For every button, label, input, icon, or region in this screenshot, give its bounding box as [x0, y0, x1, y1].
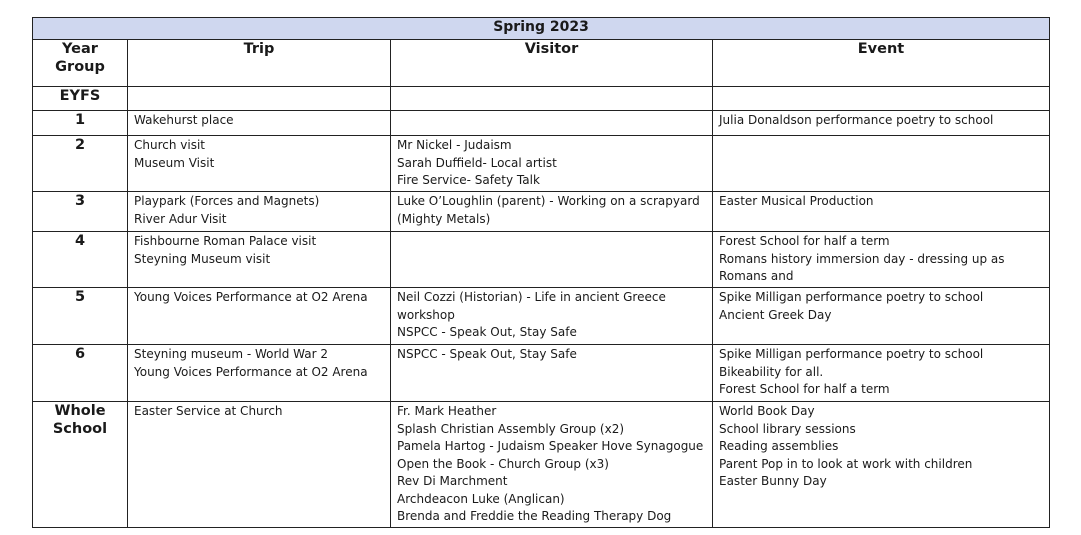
table-title: Spring 2023 — [33, 18, 1050, 40]
event-line: Easter Musical Production — [719, 194, 874, 208]
visitor-line: Sarah Duffield- Local artist — [397, 155, 557, 170]
column-header-trip: Trip — [128, 40, 391, 87]
table-row — [33, 87, 1050, 111]
table-row — [33, 192, 1050, 232]
year-group-cell: EYFS — [33, 87, 128, 111]
trip-cell — [128, 136, 391, 192]
visitor-cell — [391, 192, 713, 232]
visitor-cell — [391, 288, 713, 345]
year-group-cell: 5 — [33, 288, 128, 345]
trip-cell — [128, 111, 391, 136]
visitor-line: NSPCC - Speak Out, Stay Safe — [397, 347, 577, 361]
year-group-cell: 1 — [33, 111, 128, 136]
event-line: Reading assemblies — [719, 439, 839, 453]
trip-line: Young Voices Performance at O2 Arena — [134, 290, 368, 304]
column-header-visitor: Visitor — [391, 40, 713, 87]
event-line: Julia Donaldson performance poetry to school — [719, 113, 994, 127]
event-line: World Book Day — [719, 404, 815, 418]
visitor-line: Brenda and Freddie the Reading Therapy Dog — [397, 509, 672, 523]
trip-line: Fishbourne Roman Palace visit — [134, 234, 317, 248]
visitor-cell — [391, 345, 713, 402]
visitor-line: Luke O’Loughlin (parent) - Working on a scrapyard (Mighty Metals) — [397, 194, 700, 226]
visitor-line: Mr Nickel - Judaism — [397, 138, 512, 152]
trip-line: Playpark (Forces and Magnets) — [134, 194, 320, 208]
table-body — [33, 87, 1050, 528]
visitor-line: Pamela Hartog - Judaism Speaker Hove Synagogue — [397, 439, 704, 453]
event-line: School library sessions — [719, 421, 856, 436]
trip-line: Steyning museum - World War 2 — [134, 347, 329, 361]
event-cell — [713, 87, 1050, 111]
event-line: Forest School for half a term — [719, 382, 890, 396]
trip-cell — [128, 192, 391, 232]
trip-cell — [128, 345, 391, 402]
trip-line: Museum Visit — [134, 155, 215, 170]
event-cell — [713, 232, 1050, 288]
column-header-event: Event — [713, 40, 1050, 87]
year-group-cell: 2 — [33, 136, 128, 192]
event-cell — [713, 402, 1050, 528]
visitor-cell — [391, 402, 713, 528]
event-cell — [713, 345, 1050, 402]
visitor-line: Archdeacon Luke (Anglican) — [397, 491, 565, 506]
trip-cell — [128, 232, 391, 288]
event-line: Spike Milligan performance poetry to school — [719, 290, 984, 304]
column-header-year-group: Year Group — [33, 40, 128, 87]
event-line: Ancient Greek Day — [719, 307, 832, 322]
year-group-cell: 4 — [33, 232, 128, 288]
trip-line: Steyning Museum visit — [134, 251, 271, 266]
visitor-line: Splash Christian Assembly Group (x2) — [397, 421, 625, 436]
visitor-line: NSPCC - Speak Out, Stay Safe — [397, 325, 577, 339]
trip-line: Easter Service at Church — [134, 404, 283, 418]
visitor-cell — [391, 87, 713, 111]
trip-line: Young Voices Performance at O2 Arena — [134, 364, 368, 379]
event-cell — [713, 136, 1050, 192]
event-line: Forest School for half a term — [719, 234, 890, 248]
event-cell — [713, 111, 1050, 136]
trip-cell — [128, 402, 391, 528]
header-row — [33, 40, 1050, 87]
table-row — [33, 232, 1050, 288]
trip-line: Church visit — [134, 138, 206, 152]
table-row — [33, 345, 1050, 402]
trip-line: River Adur Visit — [134, 211, 227, 226]
visitor-cell — [391, 136, 713, 192]
year-group-cell: 6 — [33, 345, 128, 402]
spring-2023-plan-table — [32, 17, 1050, 528]
visitor-line: Open the Book - Church Group (x3) — [397, 456, 609, 471]
visitor-line: Neil Cozzi (Historian) - Life in ancient Greece workshop — [397, 290, 666, 322]
year-group-cell: 3 — [33, 192, 128, 232]
table-row — [33, 136, 1050, 192]
trip-cell — [128, 288, 391, 345]
event-line: Spike Milligan performance poetry to school — [719, 347, 984, 361]
table-row — [33, 288, 1050, 345]
event-cell — [713, 192, 1050, 232]
event-line: Easter Bunny Day — [719, 474, 827, 488]
event-line: Parent Pop in to look at work with children — [719, 456, 973, 471]
year-group-cell: Whole School — [33, 402, 128, 528]
visitor-line: Fire Service- Safety Talk — [397, 173, 540, 187]
visitor-line: Fr. Mark Heather — [397, 404, 497, 418]
trip-cell — [128, 87, 391, 111]
title-row — [33, 18, 1050, 40]
event-line: Romans history immersion day - dressing up as Romans and — [719, 251, 1005, 283]
table-row — [33, 402, 1050, 528]
event-cell — [713, 288, 1050, 345]
table-row — [33, 111, 1050, 136]
visitor-cell — [391, 232, 713, 288]
visitor-line: Rev Di Marchment — [397, 474, 508, 488]
event-line: Bikeability for all. — [719, 364, 824, 379]
visitor-cell — [391, 111, 713, 136]
trip-line: Wakehurst place — [134, 113, 234, 127]
